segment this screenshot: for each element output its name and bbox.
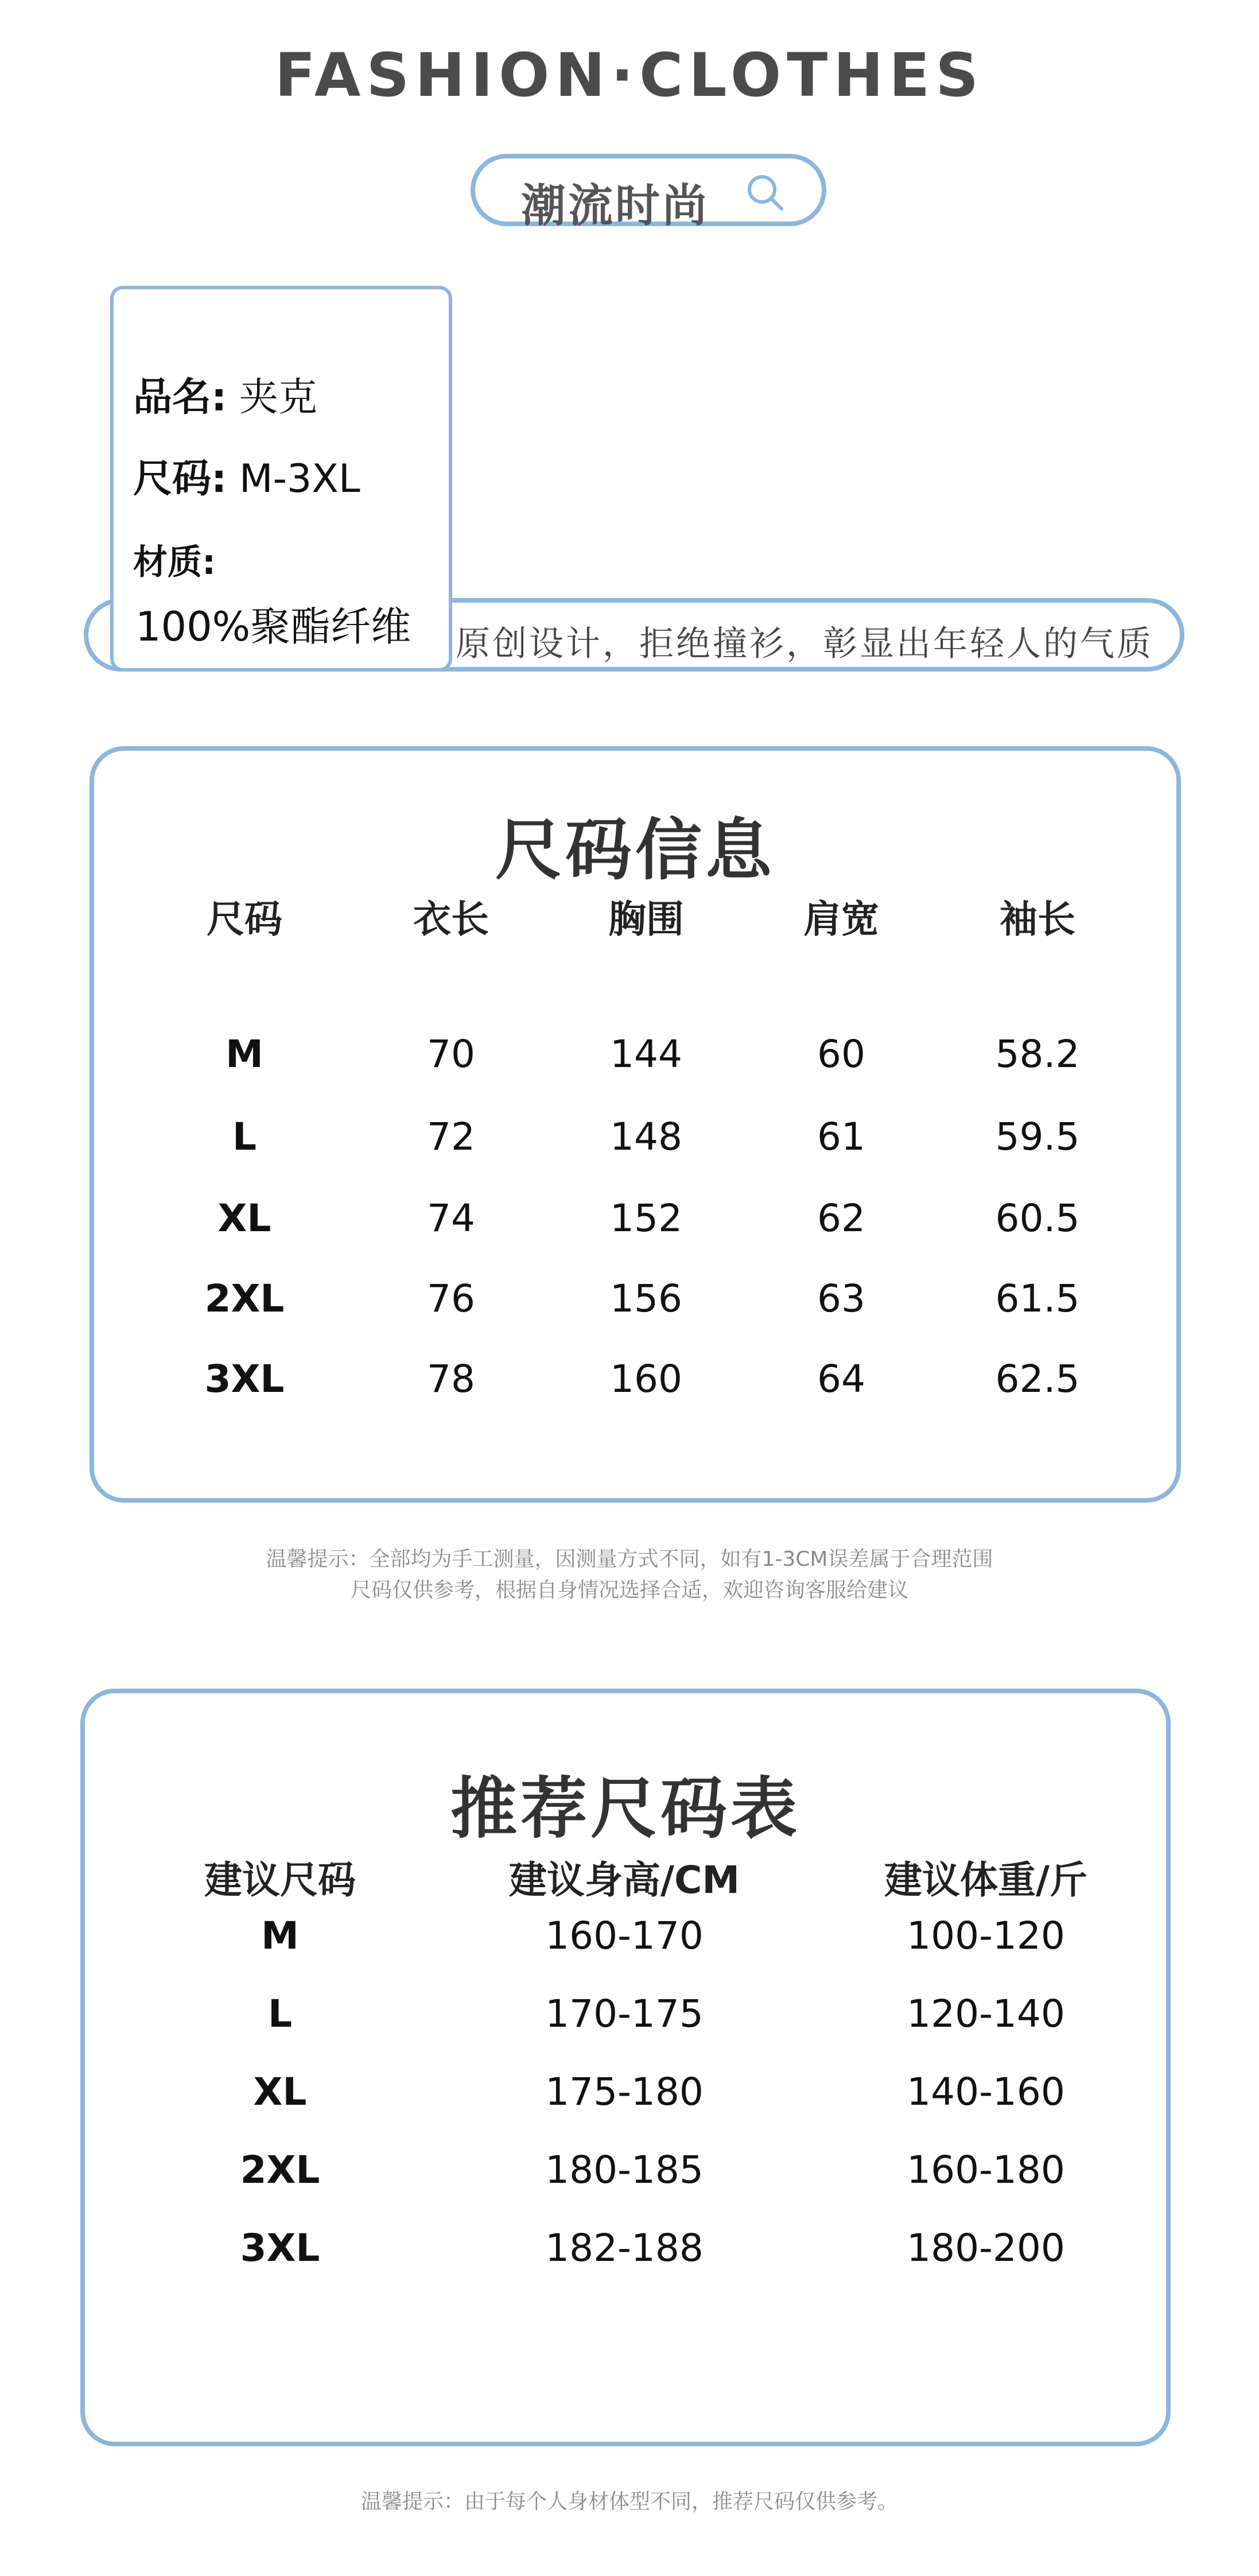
slogan-text: 原创设计，拒绝撞衫，彰显出年轻人的气质 — [456, 624, 1153, 664]
size-header-cell: 肩宽 — [803, 897, 879, 941]
size-table-cell: 58.2 — [995, 1032, 1080, 1076]
size-table-cell: 61 — [817, 1115, 865, 1159]
size-header-cell: 胸围 — [608, 897, 684, 941]
recommend-header-cell: 建议体重/斤 — [884, 1858, 1088, 1902]
recommend-table-cell: XL — [253, 2070, 307, 2114]
size-table-cell: 59.5 — [995, 1115, 1080, 1159]
size-table-cell: 72 — [427, 1115, 475, 1159]
size-table-cell: 62.5 — [995, 1357, 1080, 1401]
size-table-cell: 76 — [427, 1277, 475, 1321]
product-material-value: 100%聚酯纤维 — [135, 603, 411, 650]
recommend-table-cell: 120-140 — [907, 1992, 1065, 2036]
product-material-label: 材质: — [133, 542, 216, 583]
product-name-label: 品名: — [133, 375, 227, 420]
recommend-table-cell: 140-160 — [907, 2070, 1065, 2114]
size-table-cell: 152 — [610, 1196, 682, 1240]
product-size-row — [133, 448, 360, 503]
size-table-cell: 61.5 — [995, 1277, 1080, 1321]
recommend-table-cell: 160-180 — [907, 2148, 1065, 2192]
size-table-cell: 74 — [427, 1196, 475, 1240]
product-size-value: M-3XL — [239, 456, 360, 502]
recommend-table-cell: 3XL — [240, 2226, 320, 2270]
search-icon — [745, 172, 785, 212]
recommend-note: 温馨提示：由于每个人身材体型不同，推荐尺码仅供参考。 — [360, 2490, 898, 2513]
size-table-cell: 60.5 — [995, 1196, 1080, 1240]
size-note-line-2: 尺码仅供参考，根据自身情况选择合适，欢迎咨询客服给建议 — [350, 1578, 908, 1602]
size-header-cell: 袖长 — [1000, 897, 1075, 941]
size-info-panel — [90, 746, 1181, 1503]
search-pill-label: 潮流时尚 — [521, 180, 710, 232]
size-table-cell: 60 — [817, 1032, 865, 1076]
size-table-cell: 64 — [817, 1357, 865, 1401]
recommend-header-cell: 建议尺码 — [204, 1858, 356, 1902]
size-table-cell: 62 — [817, 1196, 865, 1240]
recommend-table-cell: 2XL — [240, 2148, 320, 2192]
recommend-header-cell: 建议身高/CM — [508, 1858, 740, 1902]
size-table-cell: 2XL — [204, 1277, 285, 1321]
size-info-title: 尺码信息 — [495, 812, 775, 889]
product-name-value: 夹克 — [239, 375, 317, 420]
size-table-cell: XL — [217, 1196, 271, 1240]
size-header-cell: 衣长 — [413, 897, 489, 941]
product-material-value-row — [135, 595, 411, 653]
recommend-table-cell: 180-200 — [907, 2226, 1065, 2270]
product-name-row — [133, 366, 317, 422]
search-pill[interactable] — [471, 154, 826, 232]
size-table-cell: 148 — [610, 1115, 682, 1159]
recommend-panel — [80, 1689, 1171, 2446]
size-note-line-1: 温馨提示：全部均为手工测量，因测量方式不同，如有1-3CM误差属于合理范围 — [266, 1547, 993, 1571]
size-table-cell: 78 — [427, 1357, 475, 1401]
size-table-cell: L — [232, 1115, 257, 1159]
size-table-cell: 70 — [427, 1032, 475, 1076]
recommend-table-cell: 160-170 — [545, 1914, 704, 1958]
brand-title: FASHION·CLOTHES — [274, 40, 985, 110]
size-table-cell: 144 — [610, 1032, 682, 1076]
size-header-cell: 尺码 — [207, 897, 282, 941]
product-info-card — [110, 286, 452, 672]
recommend-table-cell: 175-180 — [545, 2070, 704, 2114]
size-table-cell: 63 — [817, 1277, 865, 1321]
size-table-cell: 160 — [610, 1357, 682, 1401]
recommend-table-cell: 182-188 — [545, 2226, 704, 2270]
recommend-table-cell: 170-175 — [545, 1992, 704, 2036]
size-table-cell: 156 — [610, 1277, 682, 1321]
size-table-cell: 3XL — [204, 1357, 285, 1401]
product-material-label-row — [133, 535, 216, 584]
recommend-table-cell: 100-120 — [907, 1914, 1065, 1958]
recommend-table-cell: L — [267, 1992, 293, 2036]
recommend-table-cell: 180-185 — [545, 2148, 704, 2192]
recommend-table-cell: M — [261, 1914, 299, 1958]
product-size-label: 尺码: — [133, 456, 227, 502]
recommend-title: 推荐尺码表 — [450, 1770, 801, 1848]
size-table-cell: M — [226, 1032, 263, 1076]
